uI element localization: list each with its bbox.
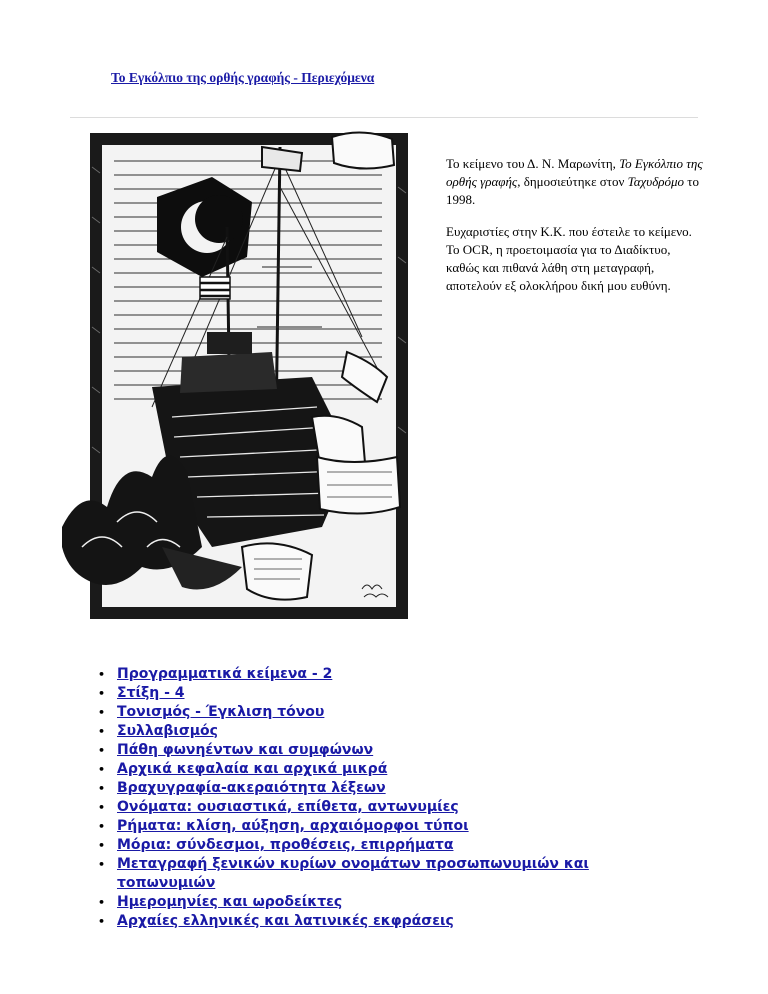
- toc-item: [98, 817, 657, 836]
- toc-link[interactable]: Προγραμματικά κείμενα - 2: [117, 666, 333, 682]
- toc-item: [98, 893, 657, 912]
- bullet-icon: •: [98, 725, 106, 738]
- toc-link[interactable]: Μόρια: σύνδεσμοι, προθέσεις, επιρρήματα: [117, 837, 454, 853]
- bullet-icon: •: [98, 782, 106, 795]
- toc-item: [98, 836, 657, 855]
- book-title: Το Εγκόλπιο της ορθής γραφής: [446, 156, 703, 189]
- intro-paragraph-1: [446, 155, 706, 209]
- toc-link[interactable]: Συλλαβισμός: [117, 723, 218, 739]
- bullet-icon: •: [98, 763, 106, 776]
- toc-item: [98, 760, 657, 779]
- toc-item: [98, 779, 657, 798]
- toc-item: [98, 665, 657, 684]
- toc-item: [98, 703, 657, 722]
- bullet-icon: •: [98, 915, 106, 928]
- divider: [70, 117, 698, 118]
- bullet-icon: •: [98, 820, 106, 833]
- bullet-icon: •: [98, 896, 106, 909]
- bullet-icon: •: [98, 706, 106, 719]
- toc-item: [98, 722, 657, 741]
- bullet-icon: •: [98, 858, 106, 871]
- toc-item: [98, 684, 657, 703]
- bullet-icon: •: [98, 839, 106, 852]
- toc-item: [98, 912, 657, 931]
- toc-link[interactable]: Ονόματα: ουσιαστικά, επίθετα, αντωνυμίες: [117, 799, 459, 815]
- toc-link[interactable]: Βραχυγραφία-ακεραιότητα λέξεων: [117, 780, 386, 796]
- page-title-link[interactable]: Το Εγκόλπιο της ορθής γραφής - Περιεχόμενα: [111, 70, 375, 85]
- newspaper-name: Ταχυδρόμο: [627, 174, 685, 189]
- toc-item: [98, 741, 657, 760]
- bullet-icon: •: [98, 801, 106, 814]
- intro-paragraph-2: Ευχαριστίες στην Κ.Κ. που έστειλε το κείμενο. Το OCR, η προετοιμασία για το Διαδίκτυο, καθώς και πιθανά λάθη στη μεταγραφή, αποτελούν εξ ολοκλήρου δική μου ευθύνη.: [446, 224, 692, 293]
- toc-link[interactable]: Μεταγραφή ξενικών κυρίων ονομάτων προσωπωνυμιών και τοπωνυμιών: [117, 856, 589, 891]
- bullet-icon: •: [98, 668, 106, 681]
- toc-link[interactable]: Αρχικά κεφαλαία και αρχικά μικρά: [117, 761, 388, 777]
- toc-link[interactable]: Στίξη - 4: [117, 685, 185, 701]
- toc-item: [98, 855, 657, 893]
- intro-text-part: το 1998.: [446, 174, 699, 207]
- intro-text-part: , δημοσιεύτηκε στον: [517, 174, 628, 189]
- intro-text-part: Το κείμενο του Δ. Ν. Μαρωνίτη,: [446, 156, 620, 171]
- intro-text: [446, 155, 706, 309]
- toc-item: [98, 798, 657, 817]
- toc-link[interactable]: Ρήματα: κλίση, αύξηση, αρχαιόμορφοι τύποι: [117, 818, 469, 834]
- ship-illustration: [62, 127, 444, 647]
- toc-link[interactable]: Τονισμός - Έγκλιση τόνου: [117, 704, 325, 720]
- table-of-contents: [98, 665, 657, 931]
- bullet-icon: •: [98, 744, 106, 757]
- bullet-icon: •: [98, 687, 106, 700]
- toc-link[interactable]: Ημερομηνίες και ωροδείκτες: [117, 894, 343, 910]
- toc-link[interactable]: Αρχαίες ελληνικές και λατινικές εκφράσεις: [117, 913, 454, 929]
- toc-link[interactable]: Πάθη φωνηέντων και συμφώνων: [117, 742, 374, 758]
